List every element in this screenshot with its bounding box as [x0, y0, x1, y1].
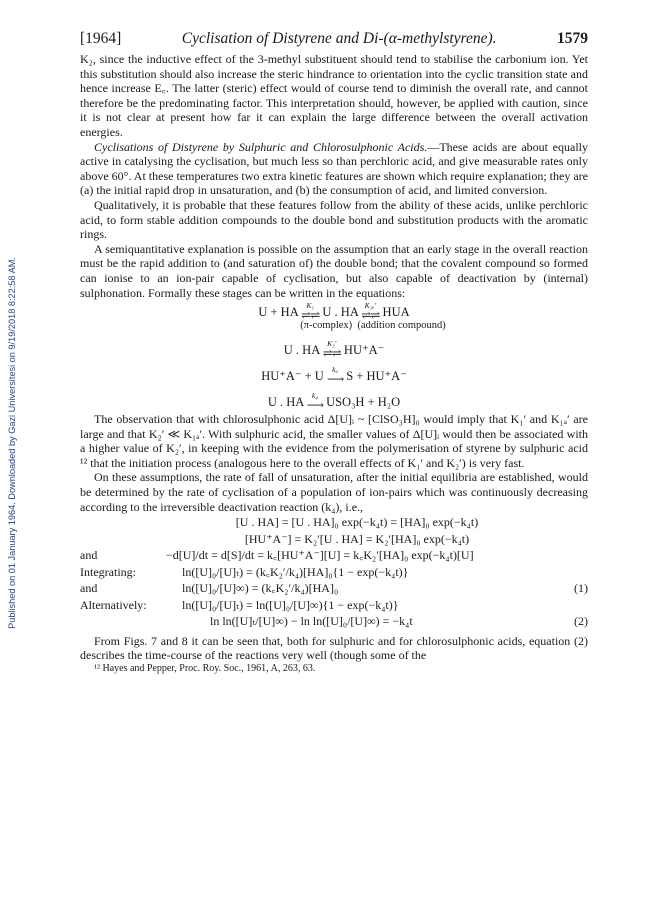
paragraph-6: On these assumptions, the rate of fall of unsaturation, after the initial equilibria are established, would be determined by the rate of cyclisation of a population of ion-pairs which was continuously decreasing according to the irreversible deactivation reaction (k₄), i.e., [80, 470, 588, 514]
paragraph-2 [80, 140, 588, 198]
derivation-equation: [U . HA] = [U . HA]₀ exp(−k₄t) = [HA]₀ exp(−k₄t) [235, 515, 479, 530]
derivation-row [80, 597, 588, 614]
equation-number: (1) [574, 581, 588, 596]
section-heading: Cyclisations of Distyrene by Sulphuric and Chlorosulphonic Acids. [94, 139, 428, 154]
eq3-right: S + HU⁺A⁻ [346, 369, 407, 384]
eq1-left: U + HA [258, 305, 299, 320]
eq1-k1-label: K₁ [306, 301, 315, 311]
reaction-arrow-kc [326, 365, 344, 387]
equation-number [548, 531, 588, 548]
journal-page [80, 30, 588, 675]
header-title: Cyclisation of Distyrene and Di-(α-methylstyrene). [181, 30, 497, 47]
equation-number [548, 597, 588, 614]
derivation-label [80, 613, 166, 630]
eq1-k1a-label: K₁ₐ′ [364, 301, 377, 311]
equilibrium-arrow-k1a [361, 301, 380, 323]
derivation-row [80, 531, 588, 548]
derivation-equation: ln([U]₀/[U]ₜ) = ln([U]₀/[U]∞){1 − exp(−k₄t)} [182, 597, 399, 612]
derivation-row [80, 547, 588, 564]
equilibrium-arrow-k2 [322, 339, 341, 361]
eq1-mid: U . HA [322, 305, 359, 320]
derivation-label [80, 531, 166, 548]
double-harpoon-icon: ⇌⇌ [361, 308, 380, 323]
eq4-right: USO₃H + H₂O [326, 395, 401, 410]
header-year: [1964] [80, 30, 122, 47]
derivation-label: Integrating: [80, 564, 136, 579]
eq2-k-label: K₂′ [327, 339, 337, 349]
derivation-row [80, 564, 588, 581]
eq1-right: HUA [382, 305, 410, 320]
derivation-equation: ln ln([U]ₜ/[U]∞) − ln ln([U]₀/[U]∞) = −k₄t [210, 614, 413, 629]
double-harpoon-icon: ⇌⇌ [322, 346, 341, 361]
equation-number [548, 514, 588, 531]
derivation-row [80, 514, 588, 531]
reaction-arrow-k4 [306, 391, 323, 413]
paragraph-2-text: —These acids are about equally active in catalysing the cyclisation, but much less so than perchloric acid, and give measurable rates only above 60°. At these temperatures two extra kinetic features are shown which require explanation; they are (a) the initial rapid drop in unsaturation, and (b) the consumption of acid, and limited conversion. [80, 139, 588, 198]
download-watermark: Published on 01 January 1964. Downloaded by Gazi Universitesi on 9/19/2018 8:22:58 AM. [7, 257, 17, 629]
paragraph-1: K₂, since the inductive effect of the 3-methyl substituent should tend to stabilise the carbonium ion. Yet this substitution should also increase the steric hindrance to orientation into the cyclic transition state and hence increase E꜀. The latter (steric) effect would of course tend to diminish the overall rate, and cannot therefore be the predominating factor. This interpretation should, however, be applied with caution, since it is not clear at present how far it can explain the large difference between the overall activation energies. [80, 52, 588, 139]
equation-number [548, 547, 588, 564]
derivation-equation: [HU⁺A⁻] = K₂′[U . HA] = K₂′[HA]₀ exp(−k₄t) [244, 531, 470, 546]
derivation-label [80, 514, 166, 531]
paragraph-3: Qualitatively, it is probable that these features follow from the ability of these acids, unlike perchloric acid, to form stable addition compounds to the double bond and substitution products with the aromatic rings. [80, 197, 588, 242]
cyclisation-equation [80, 365, 588, 387]
paragraph-4: A semiquantitative explanation is possible on the assumption that an early stage in the overall reaction must be the rapid addition to (and saturation of) the double bond; that the covalent compound so formed can ionise to an ion-pair capable of cyclisation, but also capable of deactivation by (internal) sulphonation. Formally these stages can be written in the equations: [80, 241, 588, 300]
footnote-12: ¹² Hayes and Pepper, Proc. Roy. Soc., 1961, A, 263, 63. [94, 662, 316, 674]
pi-complex-caption: (π-complex) [300, 320, 353, 332]
right-arrow-icon: ⟶ [306, 398, 323, 413]
reaction-scheme [80, 301, 588, 413]
equation-number: (2) [574, 614, 588, 629]
derivation-row [80, 613, 588, 630]
paragraph-7: From Figs. 7 and 8 it can be seen that, both for sulphuric and for chlorosulphonic acids, equation (2) describes the time-course of the reactions very well (though some of the [80, 633, 588, 663]
equilibrium-equation-2 [80, 339, 588, 361]
eq2-right: HU⁺A⁻ [343, 343, 385, 358]
derivation-equation: −d[U]/dt = d[S]/dt = k꜀[HU⁺A⁻][U] = k꜀K₂′[HA]₀ exp(−k₄t)[U] [166, 548, 474, 563]
equation-number [548, 564, 588, 581]
equilibrium-equation-1 [80, 301, 588, 323]
right-arrow-icon: ⟶ [326, 372, 344, 387]
addition-compound-caption: (addition compound) [357, 320, 446, 332]
derivation-label: and [80, 548, 98, 563]
derivation-label: and [80, 581, 98, 596]
derivation-equation: ln([U]₀/[U]∞) = (k꜀K₂′/k₄)[HA]₀ [182, 581, 339, 596]
eq4-k-label: k₄ [311, 391, 318, 401]
derivation-row [80, 580, 588, 597]
double-harpoon-icon: ⇌⇌ [301, 308, 320, 323]
derivation-equation: ln([U]₀/[U]ₜ) = (k꜀K₂′/k₄)[HA]₀{1 − exp(−k₄t)} [182, 564, 409, 579]
paragraph-5: The observation that with chlorosulphonic acid Δ[U]ᵢ ~ [ClSO₃H]₀ would imply that K₁′ and K₁ₐ′ are large and that K₂′ ≪ K₁ₐ′. With sulphuric acid, the smaller values of Δ[U]ᵢ would then be associated with a higher value of K₂′, in keeping with the evidence from the polymerisation of styrene by sulphuric acid ¹² that the initiation process (analogous here to the overall effects of K₁′ and K₂′) is very fast. [80, 412, 588, 470]
derivation-equations [80, 514, 588, 630]
eq1-captions [80, 320, 588, 332]
eq3-left: HU⁺A⁻ + U [261, 369, 324, 384]
article-body [80, 52, 588, 675]
running-header [80, 30, 588, 48]
eq2-left: U . HA [283, 343, 320, 358]
sulphonation-equation [80, 391, 588, 413]
derivation-label: Alternatively: [80, 597, 147, 612]
header-page-number: 1579 [557, 30, 588, 47]
equilibrium-arrow-k1 [301, 301, 320, 323]
eq3-k-label: k꜀ [332, 365, 338, 375]
eq4-left: U . HA [267, 395, 304, 410]
